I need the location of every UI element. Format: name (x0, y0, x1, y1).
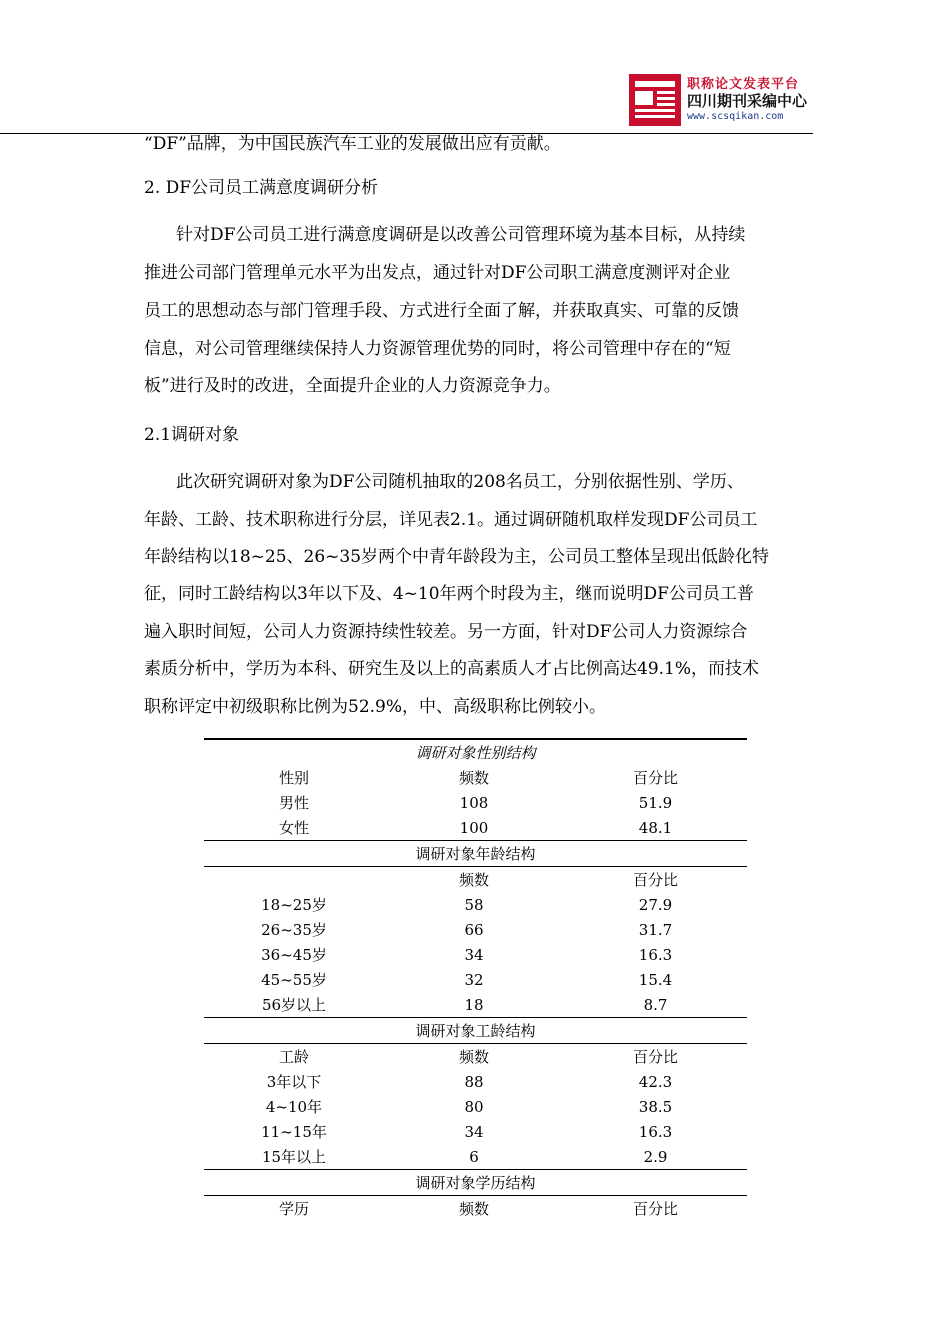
table-cell: 11~15年 (261, 1123, 327, 1141)
table-section-title-tenure (204, 1018, 747, 1044)
header-cell: 频数 (458, 769, 489, 787)
table-section-title-age (204, 841, 747, 867)
paragraph-line: 遍入职时间短，公司人力资源持续性较差。另一方面，针对DF公司人力资源综合 (144, 622, 748, 642)
table-cell: 18~25岁 (261, 896, 327, 914)
table-cell: 31.7 (638, 920, 673, 939)
header-cell (204, 867, 384, 893)
table-cell: 38.5 (638, 1097, 673, 1116)
table-cell: 18 (464, 995, 484, 1014)
header-cell: 工龄 (278, 1048, 309, 1066)
table-cell: 108 (459, 793, 489, 812)
paragraph-line: 针对DF公司员工进行满意度调研是以改善公司管理环境为基本目标，从持续 (176, 225, 746, 245)
table-section-title-education (204, 1170, 747, 1196)
table-cell: 66 (464, 920, 484, 939)
paragraph-line: 信息，对公司管理继续保持人力资源管理优势的同时，将公司管理中存在的“短 (144, 339, 731, 359)
table-cell: 15年以上 (261, 1148, 327, 1166)
table-row (204, 1144, 747, 1170)
header-cell: 学历 (278, 1200, 309, 1218)
table-cell: 34 (464, 945, 484, 964)
table-row (204, 967, 747, 992)
paragraph-line: 年龄结构以18~25、26~35岁两个中青年龄段为主，公司员工整体呈现出低龄化特 (144, 547, 770, 567)
table-cell: 男性 (278, 794, 309, 812)
table-row (204, 942, 747, 967)
header-cell: 百分比 (632, 769, 678, 787)
paragraph-line: 员工的思想动态与部门管理手段、方式进行全面了解，并获取真实、可靠的反馈 (144, 301, 739, 321)
table-row (204, 1119, 747, 1144)
header-cell: 百分比 (632, 1048, 678, 1066)
paragraph-line: 职称评定中初级职称比例为52.9%，中、高级职称比例较小。 (144, 697, 607, 717)
table-cell: 48.1 (638, 818, 673, 837)
header-cell: 频数 (458, 871, 489, 889)
table-row (204, 917, 747, 942)
section-heading: 2. DF公司员工满意度调研分析 (144, 178, 379, 198)
paragraph-line: 素质分析中，学历为本科、研究生及以上的高素质人才占比例高达49.1%，而技术 (144, 659, 760, 679)
paragraph-line: 征，同时工龄结构以3年以下及、4~10年两个时段为主，继而说明DF公司员工普 (144, 584, 754, 604)
table-row (204, 1069, 747, 1094)
table-cell: 100 (459, 818, 489, 837)
table-cell: 34 (464, 1122, 484, 1141)
section-title-cell: 调研对象工龄结构 (204, 1018, 747, 1044)
newspaper-icon (629, 74, 681, 126)
table-header-row (204, 867, 747, 893)
table-cell: 88 (464, 1072, 484, 1091)
logo-url[interactable]: www.scsqikan.com (687, 111, 784, 122)
table-cell: 32 (464, 970, 484, 989)
table-row (204, 892, 747, 917)
table-cell: 36~45岁 (261, 946, 327, 964)
table-cell: 8.7 (643, 995, 668, 1014)
table-cell: 27.9 (638, 895, 673, 914)
table-section-title-gender (204, 739, 747, 765)
subsection-heading: 2.1调研对象 (144, 425, 240, 445)
section-title-cell: 调研对象性别结构 (204, 739, 747, 765)
header-cell: 百分比 (632, 1200, 678, 1218)
table-cell: 15.4 (638, 970, 673, 989)
table-row (204, 790, 747, 815)
table-cell: 6 (469, 1147, 479, 1166)
table-cell: 80 (464, 1097, 484, 1116)
table-row (204, 1094, 747, 1119)
section-title-cell: 调研对象学历结构 (204, 1170, 747, 1196)
table-cell: 45~55岁 (261, 971, 327, 989)
table-row (204, 992, 747, 1018)
table-cell: 56岁以上 (261, 996, 327, 1014)
paragraph-line: 年龄、工龄、技术职称进行分层，详见表2.1。通过调研随机取样发现DF公司员工 (144, 510, 758, 530)
header-cell: 频数 (458, 1200, 489, 1218)
table-cell: 女性 (278, 819, 309, 837)
header-cell: 百分比 (632, 871, 678, 889)
table-cell: 51.9 (638, 793, 673, 812)
logo-name: 四川期刊采编中心 (687, 92, 808, 110)
table-cell: 2.9 (643, 1147, 668, 1166)
paragraph-line: 此次研究调研对象为DF公司随机抽取的208名员工，分别依据性别、学历、 (176, 472, 744, 492)
survey-structure-table (204, 738, 747, 1221)
paragraph-line: 推进公司部门管理单元水平为出发点，通过针对DF公司职工满意度测评对企业 (144, 263, 731, 283)
table-cell: 16.3 (638, 945, 673, 964)
table-header-row (204, 765, 747, 790)
table-header-row (204, 1196, 747, 1222)
table-cell: 42.3 (638, 1072, 673, 1091)
paragraph-line: “DF”品牌，为中国民族汽车工业的发展做出应有贡献。 (144, 134, 561, 154)
table-cell: 16.3 (638, 1122, 673, 1141)
section-title-cell: 调研对象年龄结构 (204, 841, 747, 867)
table-header-row (204, 1044, 747, 1070)
table-cell: 4~10年 (265, 1098, 323, 1116)
table-cell: 3年以下 (266, 1073, 322, 1091)
header-cell: 频数 (458, 1048, 489, 1066)
header-cell: 性别 (278, 769, 309, 787)
logo-tagline: 职称论文发表平台 (687, 77, 800, 92)
journal-logo (629, 71, 814, 129)
table-cell: 58 (464, 895, 484, 914)
table-cell: 26~35岁 (261, 921, 327, 939)
table-row (204, 815, 747, 841)
paragraph-line: 板”进行及时的改进，全面提升企业的人力资源竞争力。 (144, 376, 561, 396)
